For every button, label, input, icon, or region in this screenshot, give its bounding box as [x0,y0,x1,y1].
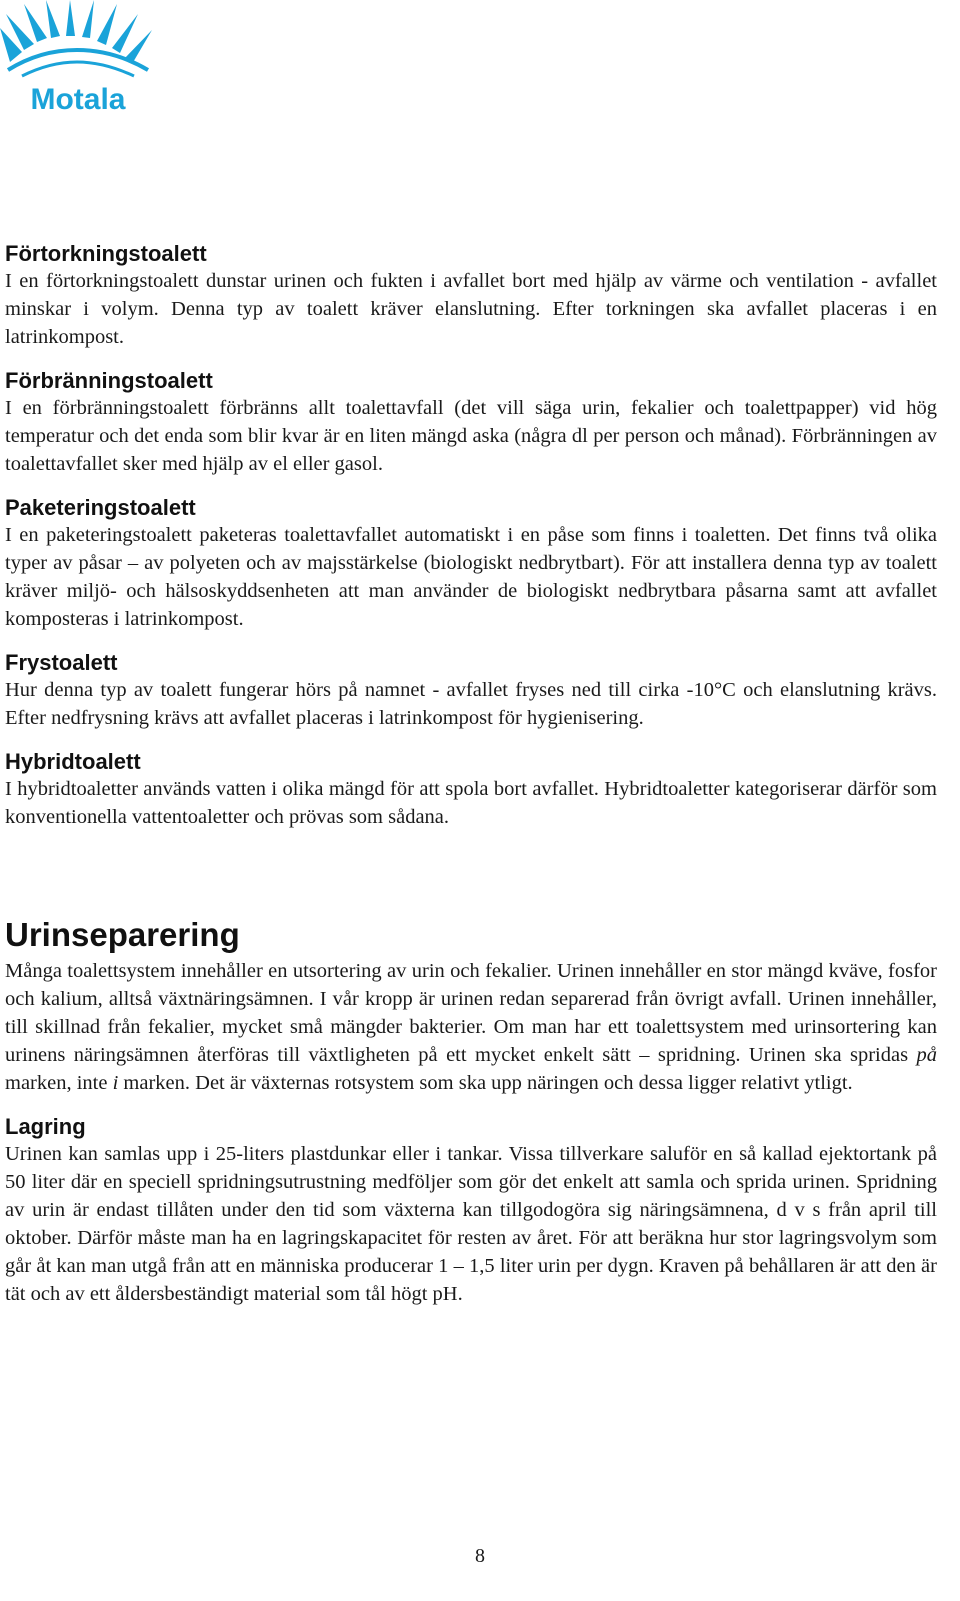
motala-logo [0,0,155,115]
heading-lagring: Lagring [5,1114,86,1139]
heading-hybridtoalett: Hybridtoalett [5,749,141,774]
paragraph-forbranningstoalett: I en förbränningstoalett förbränns allt toalettavfall (det vill säga urin, fekalier och toalettpapper) vid hög temperatur och det enda som blir kvar är en liten mängd aska (några dl per person och månad). Förbränningen av toalettavfallet sker med hjälp av el eller gasol. [5,397,937,475]
logo-text: Motala [30,83,126,115]
paragraph-lagring: Urinen kan samlas upp i 25-liters plastdunkar eller i tankar. Vissa tillverkare saluför en så kallad ejektortank på 50 liter där en speciell spridningsutrustning medföljer som gör det enkelt att samla och sprida urinen. Spridning av urin är endast tillåten under den tid som växterna kan tillgodogöra sig näringsämnena, d v s från april till oktober. Därför måste man ha en lagringskapacitet för resten av året. För att beräkna hur stor lagringsvolym som går åt kan man utgå från att en människa producerar 1 – 1,5 liter urin per dygn. Kraven på behållaren är att den är tät och av ett åldersbeständigt material som tål högt pH. [5,1143,937,1305]
paragraph-paketeringstoalett: I en paketeringstoalett paketeras toalettavfallet automatiskt i en påse som finns i toaletten. Det finns två olika typer av påsar – av polyeten och av majsstärkelse (biologiskt nedbrytbart). För att installera denna typ av toalett kräver miljö- och hälsoskyddsenheten att man använder de biologiskt nedbrytbara påsarna samt att avfallet komposteras i latrinkompost. [5,524,937,630]
heading-paketeringstoalett: Paketeringstoalett [5,495,196,520]
heading-urinseparering: Urinseparering [5,916,240,953]
paragraph-hybridtoalett: I hybridtoaletter används vatten i olika mängd för att spola bort avfallet. Hybridtoaletter kategoriserar därför som konventionella vattentoaletter och prövas som sådana. [5,778,937,828]
heading-fortorkningstoalett: Förtorkningstoalett [5,241,207,266]
paragraph-fortorkningstoalett: I en förtorkningstoalett dunstar urinen och fukten i avfallet bort med hjälp av värme och ventilation - avfallet minskar i volym. Denna typ av toalett kräver elanslutning. Efter torkningen ska avfallet placeras i en latrinkompost. [5,270,937,348]
paragraph-urinseparering: Många toalettsystem innehåller en utsortering av urin och fekalier. Urinen innehåller en stor mängd kväve, fosfor och kalium, alltså växtnäringsämnen. I vår kropp är urinen redan separerad från övrigt avfall. Urinen innehåller, till skillnad från fekalier, mycket små mängder bakterier. Om man har ett toalettsystem med urinsortering kan urinens näringsämnen återföras till växtligheten på ett mycket enkelt sätt – spridning. Urinen ska spridas på marken, inte i marken. Det är växternas rotsystem som ska upp näringen och dessa ligger relativt ytligt. [5,960,937,1094]
heading-forbranningstoalett: Förbränningstoalett [5,368,213,393]
paragraph-frystoalett: Hur denna typ av toalett fungerar hörs på namnet - avfallet fryses ned till cirka -10°C och elanslutning krävs. Efter nedfrysning krävs att avfallet placeras i latrinkompost för hygienisering. [5,679,937,729]
heading-frystoalett: Frystoalett [5,650,118,675]
sun-waves-icon [0,0,155,115]
document-body [5,240,937,1308]
page-number: 8 [475,1545,485,1567]
